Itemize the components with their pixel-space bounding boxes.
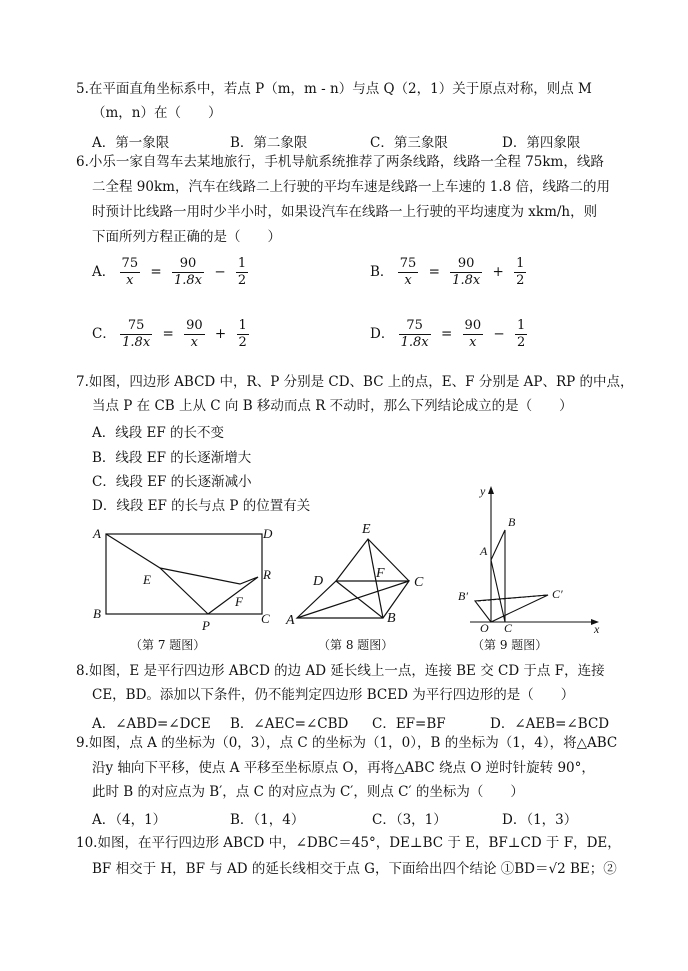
frac-numerator: 1 (237, 256, 247, 271)
equals-sign: = (150, 264, 162, 280)
q10-line2: BF 相交于 H，BF 与 AD 的延长线相交于点 G，下面给出四个结论 ①BD＝√2 BE；② (92, 861, 617, 877)
operator-sign: + (214, 326, 227, 342)
q8-option-d: D．∠AEB=∠BCD (490, 716, 610, 732)
q5-option-d: D．第四象限 (502, 135, 581, 151)
q6-line2: 二全程 90km，汽车在线路二上行驶的平均车速是线路一上车速的 1.8 倍，线路二的用 (92, 179, 611, 195)
frac-numerator: 90 (464, 318, 482, 333)
q6-option-a-label: A． (92, 264, 116, 280)
fig9-caption: （第 9 题图） (472, 638, 548, 652)
q6-option-b-label: B． (370, 264, 394, 280)
q9-option-a: A．（4，1） (92, 812, 167, 828)
operator-sign: − (493, 326, 505, 342)
q9-option-d: D．（1，3） (502, 812, 578, 828)
fig8-label-f: F (376, 566, 385, 581)
fig9-label-o: O (480, 621, 489, 635)
frac-numerator: 90 (450, 256, 482, 273)
fig8-label-c: C (414, 575, 424, 590)
frac-numerator: 75 (120, 318, 152, 335)
fig9-triangle-abc (491, 530, 505, 622)
fig9-label-c-prime: C′ (552, 587, 563, 601)
q6-line3: 时预计比线路一用时少半小时，如果设汽车在线路一上行驶的平均速度为 xkm/h，则 (92, 204, 598, 220)
frac-denominator: x (469, 335, 477, 350)
q8-option-c: C．EF=BF (372, 716, 446, 732)
operator-sign: + (492, 264, 504, 280)
q9-option-c: C．（3，1） (372, 812, 447, 828)
frac-denominator: 1.8x (400, 335, 429, 350)
q5-line2: （m，n）在（ ） (92, 105, 222, 121)
q5-line1: 5.在平面直角坐标系中，若点 P（m，m - n）与点 Q（2，1）关于原点对称，则点 M (76, 81, 592, 97)
fig8-label-d: D (313, 574, 324, 589)
q6-option-c-label: C． (92, 326, 116, 342)
equals-sign: = (440, 326, 453, 342)
frac-denominator: x (126, 273, 134, 288)
fig7-label-c: C (261, 611, 270, 626)
q5-option-b: B．第二象限 (230, 135, 308, 151)
q5-option-c: C．第三象限 (370, 135, 448, 151)
frac-numerator: 75 (399, 318, 431, 335)
fig9-triangle-rotated (475, 595, 548, 622)
q7-option-c: C．线段 EF 的长逐渐减小 (92, 474, 252, 490)
fig8-segment-db (336, 581, 383, 618)
q8-line2: CE，BD。添加以下条件，仍不能判定四边形 BCED 为平行四边形的是（ ） (92, 687, 575, 703)
q10-line1: 10.如图，在平行四边形 ABCD 中，∠DBC＝45°，DE⊥BC 于 E，BF⊥CD 于 F，DE， (76, 835, 621, 851)
fig9-label-a: A (480, 544, 488, 558)
q9-option-b: B．（1，4） (230, 812, 305, 828)
q9-line3: 此时 B 的对应点为 B′，点 C 的对应点为 C′，则点 C′ 的坐标为（ ） (92, 784, 524, 800)
q7-line1: 7.如图，四边形 ABCD 中，R、P 分别是 CD、BC 上的点，E、F 分别是 AP、RP 的中点， (76, 374, 634, 390)
fig7-label-e: E (143, 572, 151, 587)
fig9-label-x: x (594, 622, 600, 636)
q7-line2: 当点 P 在 CB 上从 C 向 B 移动而点 R 不动时，那么下列结论成立的是（ ） (92, 398, 573, 414)
frac-numerator: 1 (517, 318, 526, 333)
fig8-label-b: B (387, 611, 396, 626)
fig9-label-c: C (504, 621, 513, 635)
frac-denominator: 2 (238, 335, 247, 350)
frac-denominator: x (190, 335, 198, 350)
frac-numerator: 90 (186, 318, 203, 333)
frac-denominator: 2 (517, 335, 526, 350)
fig9-y-arrow-icon (488, 486, 494, 494)
fig7-segment-efrp (160, 568, 258, 614)
frac-denominator: x (404, 273, 412, 288)
frac-denominator: 2 (516, 273, 525, 288)
q7-option-a: A．线段 EF 的长不变 (92, 425, 225, 441)
fig7-label-a: A (93, 526, 101, 541)
q5-option-a: A．第一象限 (92, 135, 170, 151)
q6-line1: 6.小乐一家自驾车去某地旅行，手机导航系统推荐了两条线路，线路一全程 75km，线路 (76, 154, 604, 170)
frac-numerator: 1 (238, 318, 247, 333)
equals-sign: = (162, 326, 174, 342)
fig7-label-b: B (93, 606, 101, 621)
operator-sign: − (214, 264, 226, 280)
fig7-label-r: R (263, 567, 271, 582)
frac-numerator: 75 (121, 256, 139, 271)
fig7-label-f: F (235, 594, 243, 609)
q8-option-a: A．∠ABD=∠DCE (92, 716, 211, 732)
fig9-label-y: y (480, 484, 486, 498)
frac-denominator: 1.8x (122, 335, 151, 350)
q7-option-d: D．线段 EF 的长与点 P 的位置有关 (92, 498, 311, 514)
fig7-label-p: P (202, 618, 210, 633)
fig7-caption: （第 7 题图） (130, 638, 206, 652)
fig9-label-b-prime: B′ (458, 589, 468, 603)
q8-option-b: B．∠AEC=∠CBD (230, 716, 349, 732)
frac-denominator: 1.8x (174, 273, 203, 288)
frac-numerator: 1 (516, 256, 525, 271)
fig7-label-d: D (263, 526, 273, 541)
fig8-label-e: E (362, 522, 371, 537)
frac-denominator: 1.8x (452, 273, 481, 288)
frac-numerator: 75 (399, 256, 417, 271)
q9-line1: 9.如图，点 A 的坐标为（0，3），点 C 的坐标为（1，0），B 的坐标为（1，4），将△ABC (76, 735, 618, 751)
frac-numerator: 90 (172, 256, 204, 273)
q8-line1: 8.如图，E 是平行四边形 ABCD 的边 AD 延长线上一点，连接 BE 交 CD 于点 F，连接 (76, 663, 605, 679)
q6-line4: 下面所列方程正确的是（ ） (92, 229, 281, 245)
fig8-caption: （第 8 题图） (318, 638, 394, 652)
q9-line2: 沿y 轴向下平移，使点 A 平移至坐标原点 O，再将△ABC 绕点 O 逆时针旋转 90°， (92, 760, 595, 776)
frac-denominator: 2 (237, 273, 247, 288)
fig9-label-b: B (508, 515, 516, 529)
q6-option-d-label: D． (370, 326, 395, 342)
q7-option-b: B．线段 EF 的长逐渐增大 (92, 450, 252, 466)
fig8-label-a: A (286, 613, 295, 628)
equals-sign: = (428, 264, 440, 280)
